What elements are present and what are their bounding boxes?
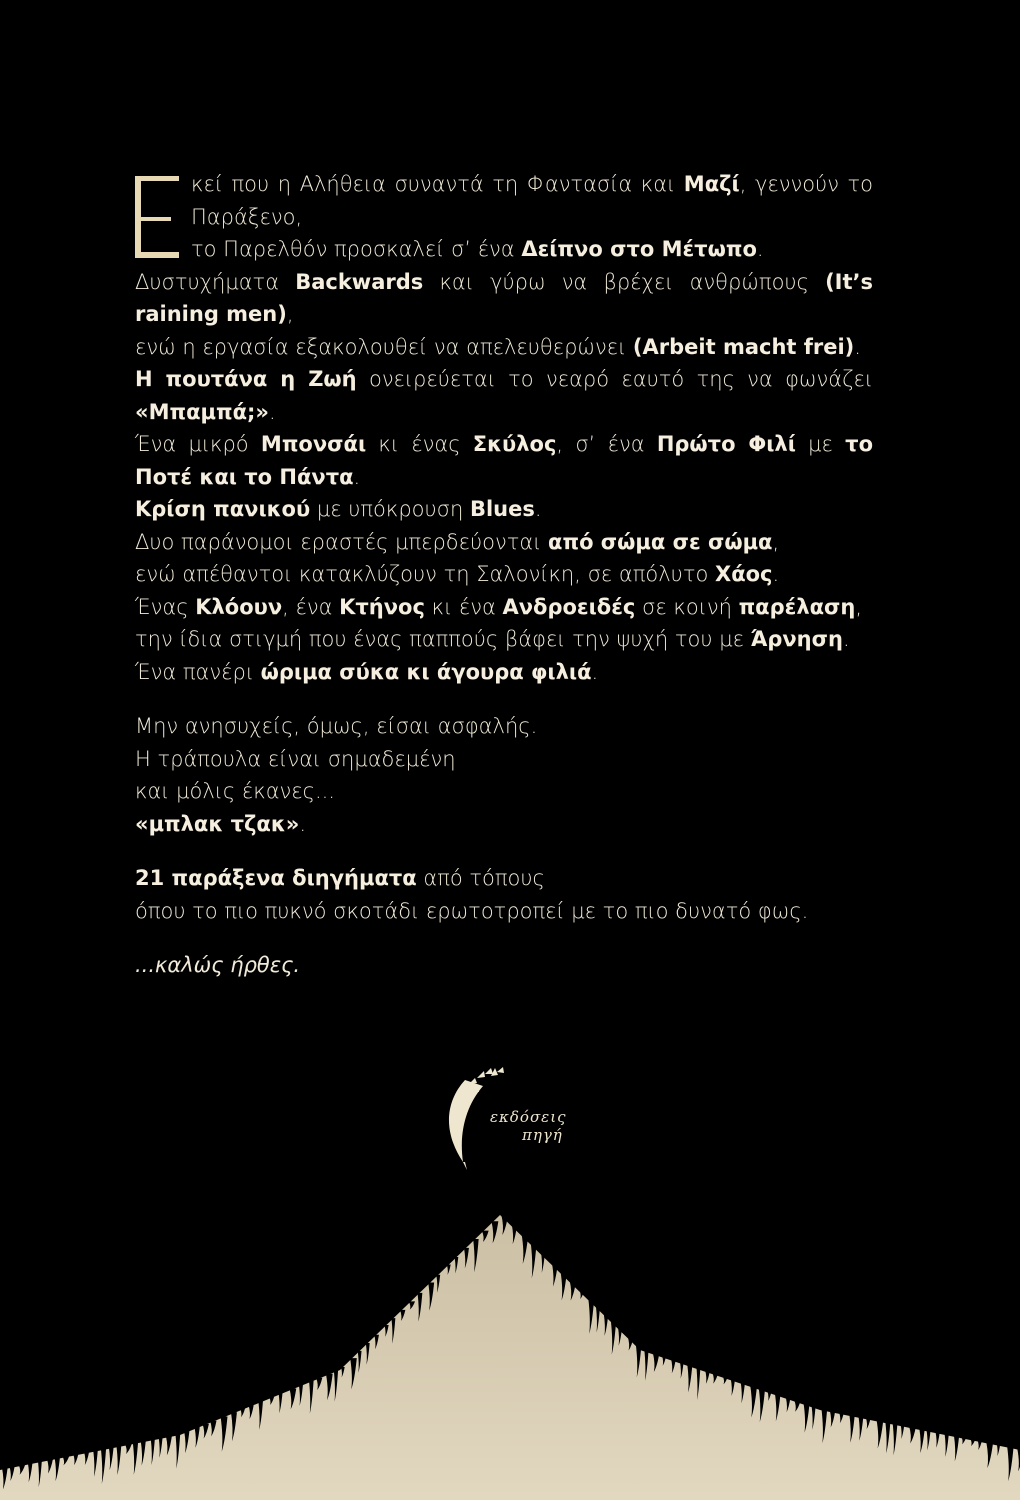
paragraph-grandpa: την ίδια στιγμή που ένας παππούς βάφει την ψυχή του με Άρνηση. (135, 627, 850, 651)
paragraph-clown: Ένας Κλόουν, ένα Κτήνος κι ένα Ανδροειδές σε κοινή παρέλαση, (135, 594, 863, 619)
stories-line-2: όπου το πιο πυκνό σκοτάδι ερωτοτροπεί με το πιο δυνατό φως. (135, 898, 809, 923)
blurb-text (135, 168, 873, 982)
safety-line-2: Η τράπουλα είναι σημαδεμένη (135, 746, 456, 771)
paragraph-life: Η πουτάνα η Ζωή ονειρεύεται το νεαρό εαυτό της να φωνάζει «Μπαμπά;». (135, 367, 873, 424)
intro-paragraph: κεί που η Αλήθεια συναντά τη Φαντασία και Μαζί, γεννούν το Παράξενο, το Παρελθόν προσκαλεί σ’ ένα Δείπνο στο Μέτωπο. (135, 168, 873, 266)
stories-line-1: 21 παράξενα διηγήματα από τόπους (135, 866, 545, 890)
paragraph-undead: ενώ απέθαντοι κατακλύζουν τη Σαλονίκη, σε απόλυτο Χάος. (135, 562, 780, 586)
welcome-line: ...καλώς ήρθες. (135, 953, 301, 977)
paragraph-bonsai: Ένα μικρό Μπονσάι κι ένας Σκύλος, σ’ ένα Πρώτο Φιλί με το Ποτέ και το Πάντα. (135, 432, 874, 489)
publisher-name-line-1: εκδόσεις (490, 1108, 567, 1126)
safety-line-4: «μπλακ τζακ». (135, 811, 306, 836)
torn-paper-illustration (0, 1210, 1020, 1500)
paragraph-work: ενώ η εργασία εξακολουθεί να απελευθερώνει (Arbeit macht frei). (135, 334, 861, 359)
paragraph-panic: Κρίση πανικού με υπόκρουση Blues. (135, 497, 542, 521)
paragraph-basket: Ένα πανέρι ώριμα σύκα κι άγουρα φιλιά. (135, 659, 599, 684)
safety-line-1: Μην ανησυχείς, όμως, είσαι ασφαλής. (135, 714, 538, 738)
dropcap-letter (135, 176, 179, 258)
safety-line-3: και μόλις έκανες... (135, 779, 335, 803)
paragraph-backwards: Δυστυχήματα Backwards και γύρω να βρέχει ανθρώπους (It’s raining men), (135, 269, 873, 326)
publisher-name-line-2: πηγή (522, 1126, 563, 1144)
paragraph-lovers: Δυο παράνομοι εραστές μπερδεύονται από σώμα σε σώμα, (135, 529, 780, 554)
